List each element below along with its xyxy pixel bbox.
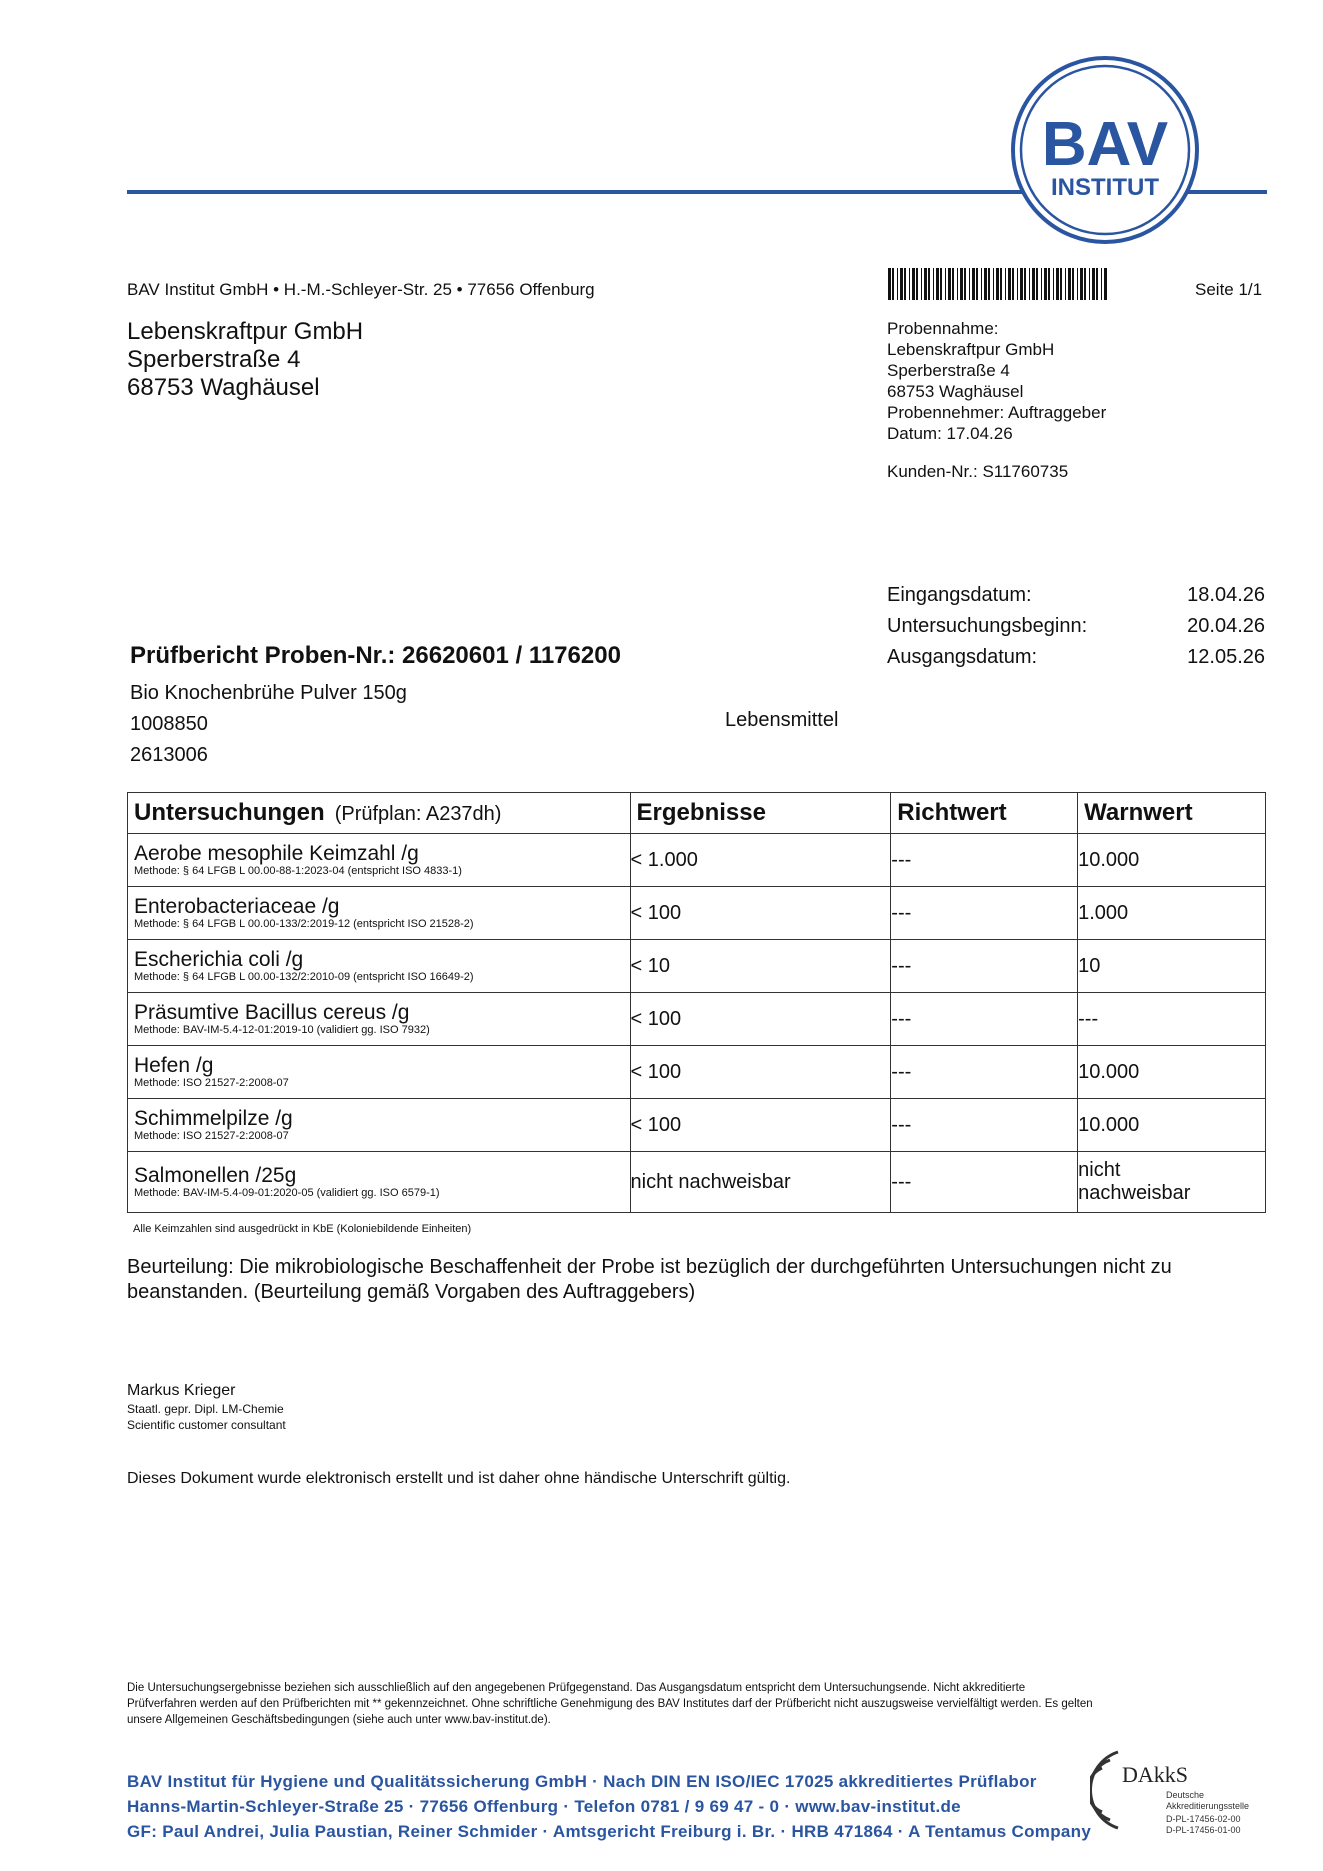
batch-code: 2613006 <box>130 744 208 766</box>
date-row <box>887 611 1265 642</box>
barcode-bar <box>1044 268 1047 300</box>
result-cell: < 100 <box>630 1099 891 1152</box>
guide-cell: --- <box>891 993 1078 1046</box>
logo-bottom-text: INSTITUT <box>1051 174 1159 201</box>
date-label: Eingangsdatum: <box>887 584 1032 606</box>
table-row <box>128 1152 1266 1213</box>
barcode-bar <box>1029 268 1030 300</box>
customer-number: Kunden-Nr.: S11760735 <box>887 462 1069 481</box>
barcode-bar <box>1072 268 1074 300</box>
barcode-bar <box>1048 268 1050 300</box>
dakks-id-2: D-PL-17456-01-00 <box>1166 1825 1241 1835</box>
date-row <box>887 580 1265 611</box>
product-code: 1008850 <box>130 713 208 735</box>
table-row <box>128 940 1266 993</box>
product-info <box>130 678 407 771</box>
signatory-role: Scientific customer consultant <box>127 1418 286 1432</box>
test-name: Hefen /g <box>134 1053 214 1077</box>
barcode-bar <box>1060 268 1062 300</box>
test-name: Präsumtive Bacillus cereus /g <box>134 1000 410 1024</box>
footer-line-2: Hanns-Martin-Schleyer-Straße 25 · 77656 Offenburg · Telefon 0781 / 9 69 47 - 0 · www.bav-institut.de <box>127 1797 961 1816</box>
warn-cell: 1.000 <box>1078 887 1266 940</box>
sampling-date: Datum: 17.04.26 <box>887 424 1013 443</box>
barcode-bar <box>981 268 982 300</box>
barcode-bar <box>1041 268 1042 300</box>
dakks-line-1: Deutsche <box>1166 1790 1205 1800</box>
barcode-bar <box>1065 268 1066 300</box>
report-title: Prüfbericht Proben-Nr.: 26620601 / 1176200 <box>130 642 621 669</box>
test-method: Methode: ISO 21527-2:2008-07 <box>134 1129 289 1142</box>
test-cell <box>128 1046 631 1099</box>
test-method: Methode: § 64 LFGB L 00.00-133/2:2019-12 (entspricht ISO 21528-2) <box>134 917 474 930</box>
barcode-bar <box>993 268 994 300</box>
test-name: Aerobe mesophile Keimzahl /g <box>134 841 419 865</box>
test-cell <box>128 1152 631 1213</box>
header-results: Ergebnisse <box>630 793 891 834</box>
page-number: Seite 1/1 <box>1195 280 1263 299</box>
guide-cell: --- <box>891 834 1078 887</box>
test-method: Methode: § 64 LFGB L 00.00-132/2:2010-09 (entspricht ISO 16649-2) <box>134 970 474 983</box>
barcode-bar <box>1008 268 1011 300</box>
sampling-label: Probennahme: <box>887 319 999 338</box>
date-row <box>887 642 1265 673</box>
recipient-name: Lebenskraftpur GmbH <box>127 318 364 345</box>
date-value: 20.04.26 <box>1187 615 1265 637</box>
header-warn: Warnwert <box>1078 793 1266 834</box>
header-plan: (Prüfplan: A237dh) <box>334 803 502 825</box>
dakks-brand: DAkkS <box>1122 1762 1189 1787</box>
guide-cell: --- <box>891 887 1078 940</box>
warn-line-1: nicht <box>1078 1159 1121 1181</box>
date-value: 12.05.26 <box>1187 646 1265 668</box>
barcode-bar <box>976 268 978 300</box>
legal-line: Prüfverfahren werden auf den Prüfberichten mit ** gekennzeichnet. Ohne schriftliche Genehmigung des BAV Institutes darf der Prüfbericht nicht auszugsweise vervielfältigt werden. Es gelten <box>127 1698 1093 1710</box>
barcode-bar <box>916 268 918 300</box>
recipient-city: 68753 Waghäusel <box>127 374 320 401</box>
warn-cell <box>1078 1152 1266 1213</box>
result-cell: < 10 <box>630 940 891 993</box>
barcode-bar <box>952 268 954 300</box>
sender-line: BAV Institut GmbH • H.-M.-Schleyer-Str. 25 • 77656 Offenburg <box>127 280 595 299</box>
date-label: Ausgangsdatum: <box>887 646 1038 668</box>
result-cell: nicht nachweisbar <box>630 1152 891 1213</box>
date-label: Untersuchungsbeginn: <box>887 615 1088 637</box>
warn-cell: 10.000 <box>1078 1099 1266 1152</box>
table-footnote: Alle Keimzahlen sind ausgedrückt in KbE (Koloniebildende Einheiten) <box>133 1223 472 1235</box>
warn-cell: --- <box>1078 993 1266 1046</box>
result-cell: < 1.000 <box>630 834 891 887</box>
barcode-bar <box>972 268 975 300</box>
guide-cell: --- <box>891 1099 1078 1152</box>
dakks-id-1: D-PL-17456-02-00 <box>1166 1814 1241 1824</box>
bav-logo <box>1010 55 1200 245</box>
sampler: Probennehmer: Auftraggeber <box>887 403 1107 422</box>
barcode-bar <box>888 268 891 300</box>
product-name: Bio Knochenbrühe Pulver 150g <box>130 682 407 704</box>
recipient-address <box>127 318 363 402</box>
dakks-logo <box>1090 1740 1265 1840</box>
test-name: Escherichia coli /g <box>134 947 304 971</box>
barcode-bar <box>897 268 898 300</box>
date-value: 18.04.26 <box>1187 584 1265 606</box>
table-row <box>128 834 1266 887</box>
barcode-bar <box>945 268 946 300</box>
barcode-bar <box>948 268 951 300</box>
result-cell: < 100 <box>630 1046 891 1099</box>
barcode-bar <box>933 268 934 300</box>
barcode-bar <box>1092 268 1095 300</box>
barcode <box>888 268 1110 300</box>
sampling-street: Sperberstraße 4 <box>887 361 1010 380</box>
warn-cell: 10 <box>1078 940 1266 993</box>
test-method: Methode: ISO 21527-2:2008-07 <box>134 1076 289 1089</box>
header-tests <box>128 793 631 834</box>
barcode-bar <box>928 268 930 300</box>
test-cell <box>128 940 631 993</box>
barcode-bar <box>1005 268 1006 300</box>
barcode-bar <box>1084 268 1086 300</box>
footer-line-1: BAV Institut für Hygiene und Qualitätssicherung GmbH · Nach DIN EN ISO/IEC 17025 akkreditiertes Prüflabor <box>127 1772 1037 1791</box>
recipient-street: Sperberstraße 4 <box>127 346 301 373</box>
test-cell <box>128 887 631 940</box>
footer-line-3: GF: Paul Andrei, Julia Paustian, Reiner Schmider · Amtsgericht Freiburg i. Br. · HRB 471864 · A Tentamus Company <box>127 1822 1092 1841</box>
barcode-bar <box>1024 268 1026 300</box>
sampling-city: 68753 Waghäusel <box>887 382 1024 401</box>
barcode-bar <box>1017 268 1018 300</box>
barcode-bar <box>988 268 990 300</box>
barcode-bar <box>924 268 927 300</box>
barcode-bar <box>996 268 999 300</box>
barcode-bar <box>1020 268 1023 300</box>
barcode-bar <box>1032 268 1035 300</box>
barcode-bar <box>912 268 915 300</box>
table-row <box>128 993 1266 1046</box>
result-cell: < 100 <box>630 887 891 940</box>
barcode-bar <box>1101 268 1102 300</box>
barcode-bar <box>1089 268 1090 300</box>
test-cell <box>128 834 631 887</box>
barcode-bar <box>964 268 966 300</box>
sampling-info <box>887 318 1106 444</box>
barcode-bar <box>909 268 910 300</box>
barcode-bar <box>940 268 942 300</box>
dakks-line-2: Akkreditierungsstelle <box>1166 1801 1250 1811</box>
test-method: Methode: § 64 LFGB L 00.00-88-1:2023-04 (entspricht ISO 4833-1) <box>134 864 462 877</box>
results-table <box>127 792 1266 1213</box>
product-category: Lebensmittel <box>725 709 839 731</box>
table-row <box>128 1046 1266 1099</box>
barcode-bar <box>957 268 958 300</box>
electronic-disclaimer: Dieses Dokument wurde elektronisch erstellt und ist daher ohne händische Unterschrift gültig. <box>127 1470 791 1487</box>
test-name: Schimmelpilze /g <box>134 1106 293 1130</box>
assessment-text: Beurteilung: Die mikrobiologische Beschaffenheit der Probe ist bezüglich der durchgeführten Untersuchungen nicht zu beanstanden. (Beurteilung gemäß Vorgaben des Auftraggebers) <box>127 1256 1172 1303</box>
signatory-name: Markus Krieger <box>127 1382 236 1399</box>
table-row <box>128 1099 1266 1152</box>
header-guide: Richtwert <box>891 793 1078 834</box>
barcode-bar <box>1068 268 1071 300</box>
barcode-bar <box>960 268 963 300</box>
result-cell: < 100 <box>630 993 891 1046</box>
warn-cell: 10.000 <box>1078 834 1266 887</box>
barcode-bar <box>1036 268 1038 300</box>
guide-cell: --- <box>891 1046 1078 1099</box>
barcode-bar <box>1096 268 1098 300</box>
barcode-bar <box>936 268 939 300</box>
barcode-bar <box>984 268 987 300</box>
barcode-bar <box>1012 268 1014 300</box>
barcode-bar <box>1000 268 1002 300</box>
barcode-bar <box>1053 268 1054 300</box>
guide-cell: --- <box>891 940 1078 993</box>
barcode-bar <box>1080 268 1083 300</box>
test-cell <box>128 1099 631 1152</box>
warn-line-2: nachweisbar <box>1078 1182 1191 1204</box>
barcode-bar <box>892 268 894 300</box>
test-name: Enterobacteriaceae /g <box>134 894 340 918</box>
legal-notice <box>127 1680 1267 1728</box>
barcode-bar <box>1104 268 1107 300</box>
barcode-bar <box>921 268 922 300</box>
legal-line: unsere Allgemeinen Geschäftsbedingungen (siehe auch unter www.bav-institut.de). <box>127 1714 551 1726</box>
barcode-bar <box>900 268 903 300</box>
barcode-bar <box>969 268 970 300</box>
warn-cell: 10.000 <box>1078 1046 1266 1099</box>
logo-top-text: BAV <box>1041 110 1169 179</box>
table-row <box>128 887 1266 940</box>
guide-cell: --- <box>891 1152 1078 1213</box>
test-method: Methode: BAV-IM-5.4-12-01:2019-10 (validiert gg. ISO 7932) <box>134 1023 430 1036</box>
test-method: Methode: BAV-IM-5.4-09-01:2020-05 (validiert gg. ISO 6579-1) <box>134 1186 440 1199</box>
test-name: Salmonellen /25g <box>134 1163 297 1187</box>
barcode-bar <box>1056 268 1059 300</box>
barcode-bar <box>1077 268 1078 300</box>
header-tests-label: Untersuchungen <box>134 799 325 826</box>
barcode-bar <box>904 268 906 300</box>
signatory-title: Staatl. gepr. Dipl. LM-Chemie <box>127 1402 284 1416</box>
legal-line: Die Untersuchungsergebnisse beziehen sich ausschließlich auf den angegebenen Prüfgegenstand. Das Ausgangsdatum entspricht dem Untersuchungsende. Nicht akkreditierte <box>127 1682 1026 1694</box>
sampling-name: Lebenskraftpur GmbH <box>887 340 1055 359</box>
test-cell <box>128 993 631 1046</box>
dates-block <box>887 580 1265 673</box>
table-header-row <box>128 793 1266 834</box>
